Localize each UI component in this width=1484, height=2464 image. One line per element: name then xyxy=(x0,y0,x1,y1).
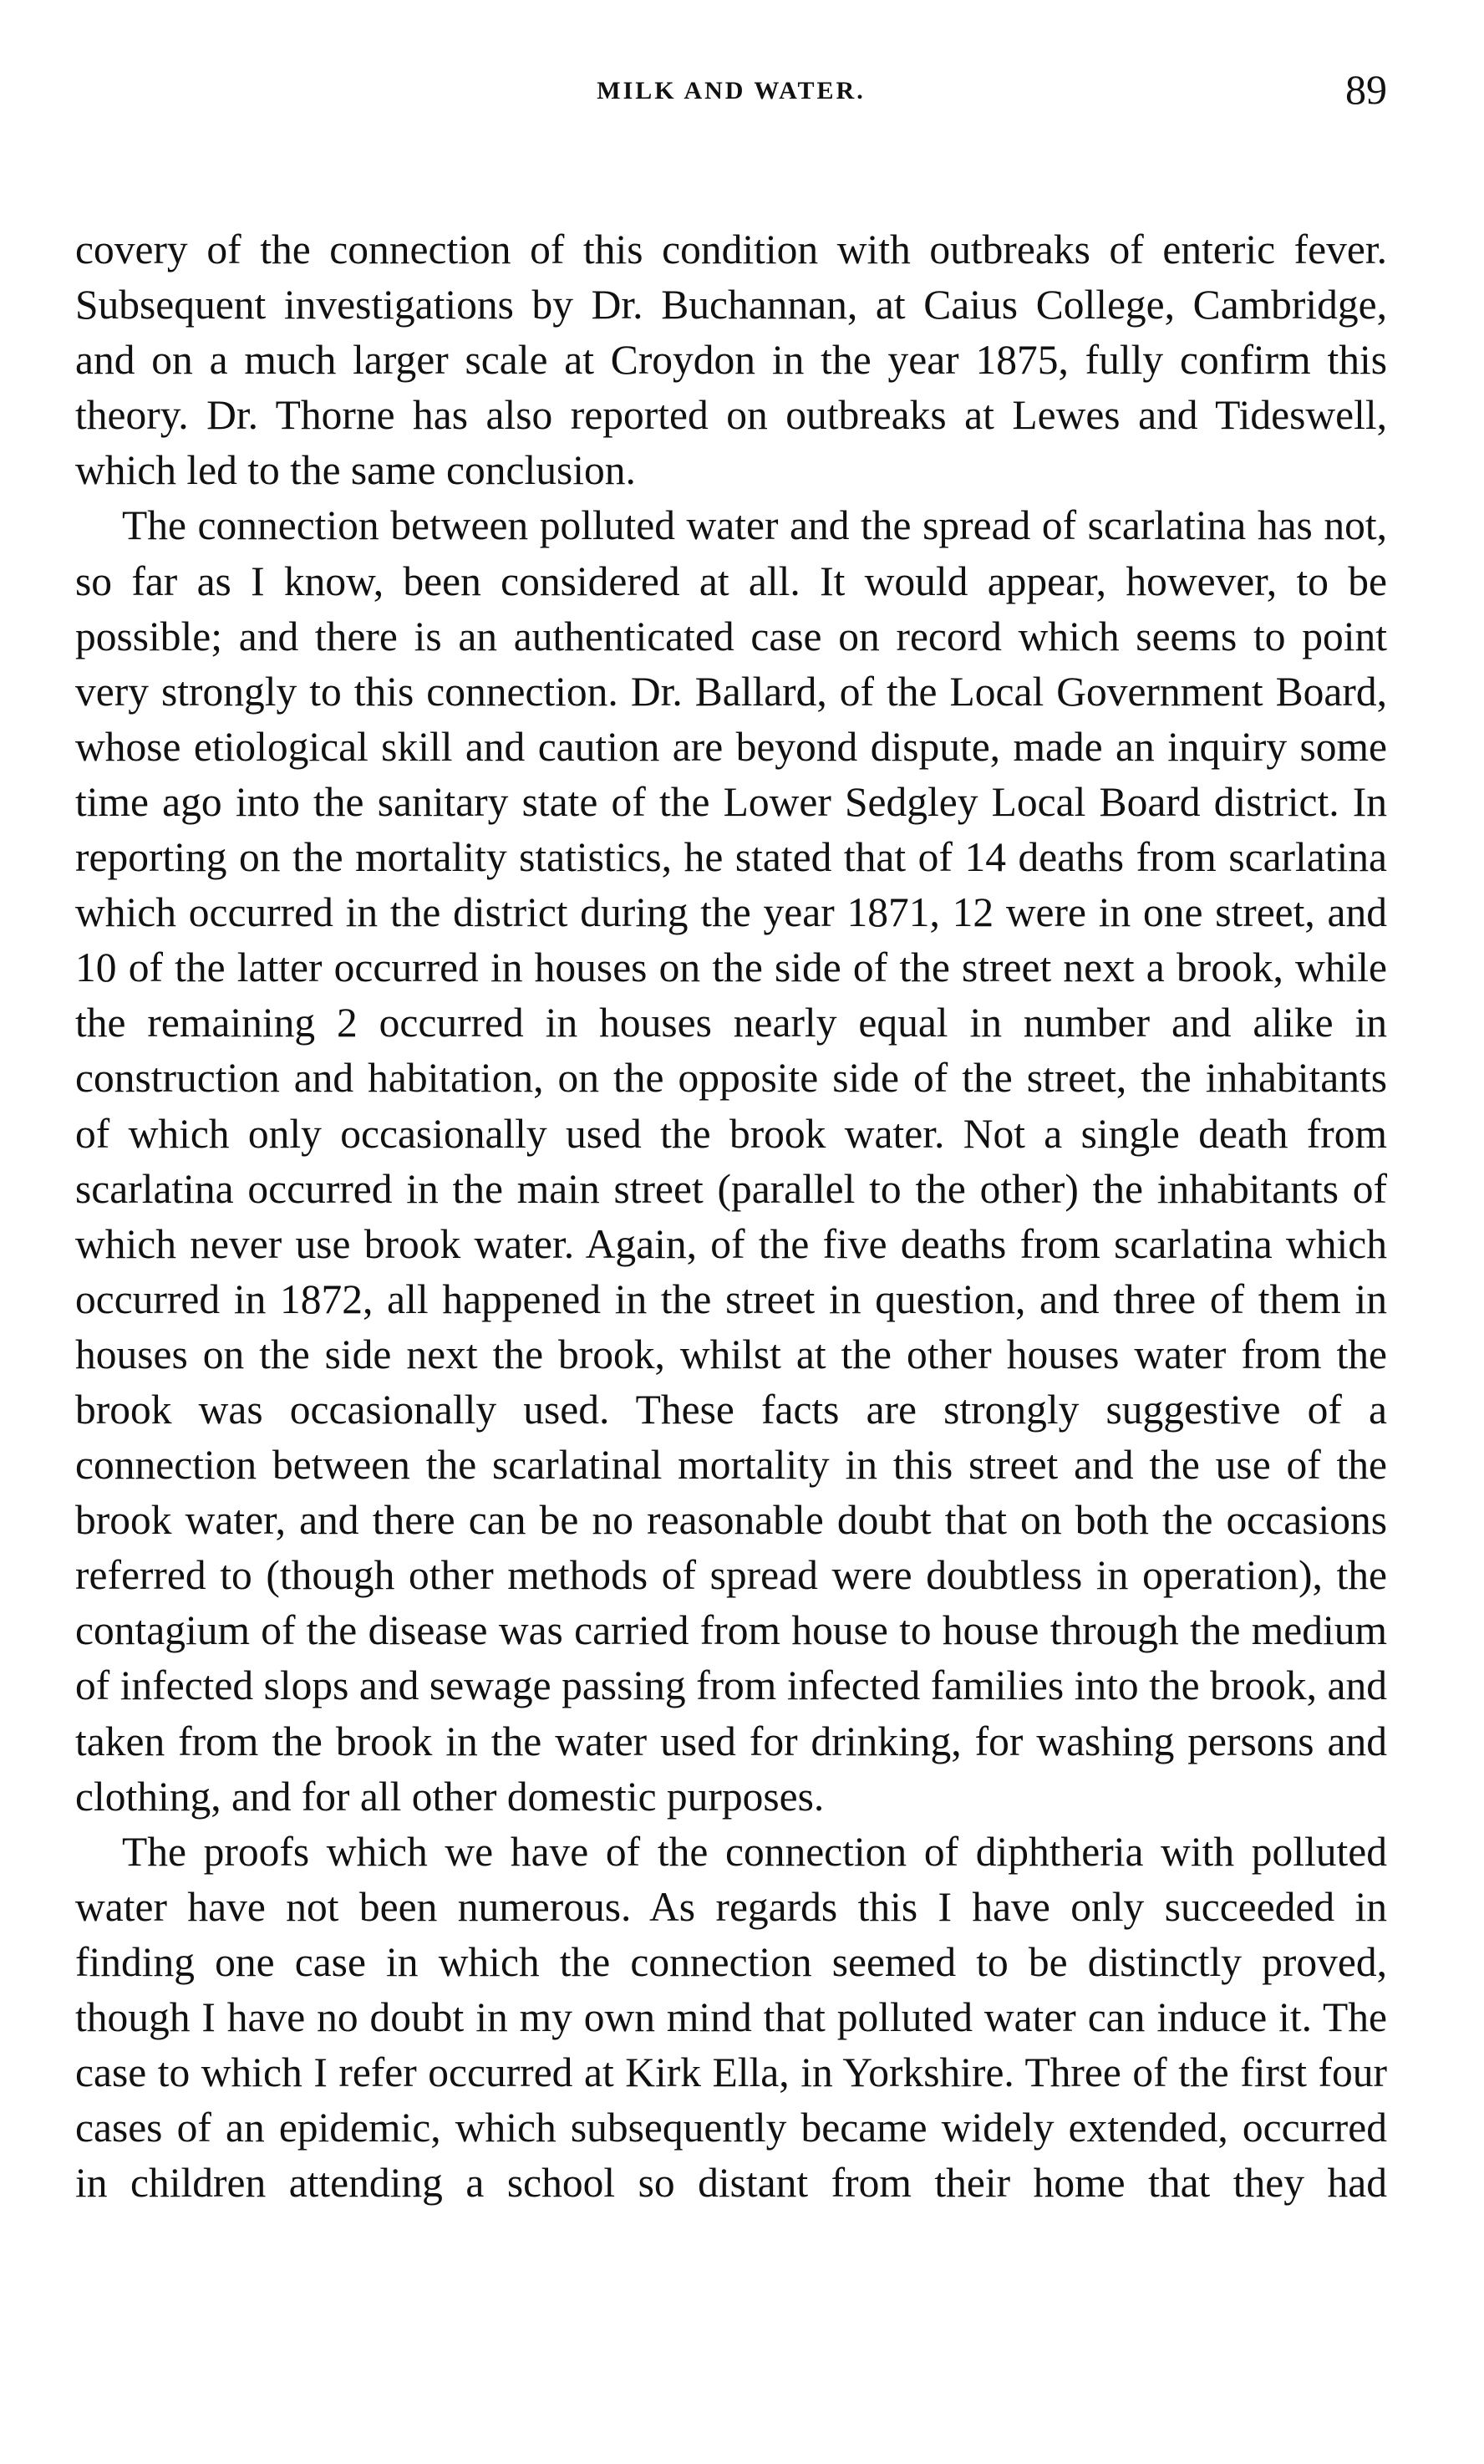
paragraph-diphtheria: The proofs which we have of the connection of diphtheria with polluted water have not been numerous. As regards this I have only succeeded in finding one case in which the connection seemed to be distinctly proved, though I have no doubt in my own mind that polluted water can induce it. The case to which I refer occurred at Kirk Ella, in Yorkshire. Three of the first four cases of an epidemic, which subsequently became widely extended, occurred in children attending a school so distant from their home that they had xyxy=(75,1828,1387,2207)
book-page xyxy=(75,65,1387,2211)
paragraph-scarlatina: The connection between polluted water and the spread of scarlatina has not, so far as I know, been considered at all. It would appear, however, to be possible; and there is an authenticated case on record which seems to point very strongly to this connection. Dr. Ballard, of the Local Government Board, whose etiological skill and caution are beyond dispute, made an inquiry some time ago into the sanitary state of the Lower Sedgley Local Board district. In reporting on the mortality statistics, he stated that of 14 deaths from scarlatina which occurred in the district during the year 1871, 12 were in one street, and 10 of the latter occurred in houses on the side of the street next a brook, while the remaining 2 occurred in houses nearly equal in number and alike in construction and habitation, on the opposite side of the street, the inhabitants of which only occasionally used the brook water. Not a single death from scarlatina occurred in the main street (parallel to the other) the inhabitants of which never use brook water. Again, of the five deaths from scarlatina which occurred in 1872, all happened in the street in question, and three of them in houses on the side next the brook, whilst at the other houses water from the brook was occasionally used. These facts are strongly suggestive of a connection between the scarlatinal mortality in this street and the use of the brook water, and there can be no reasonable doubt that on both the occasions referred to (though other methods of spread were doubtless in operation), the contagium of the disease was carried from house to house through the medium of infected slops and sewage passing from infected families into the brook, and taken from the brook in the water used for drinking, for washing persons and clothing, and for all other domestic purposes. xyxy=(75,502,1387,1820)
running-header xyxy=(75,65,1387,124)
body-text xyxy=(75,222,1387,2211)
page-number: 89 xyxy=(1345,66,1387,113)
running-title: MILK AND WATER. xyxy=(597,77,866,104)
paragraph-continued: covery of the connection of this condition with outbreaks of enteric fever. Subsequent investigations by Dr. Buchannan, at Caius College, Cambridge, and on a much larger scale at Croydon in the year 1875, fully confirm this theory. Dr. Thorne has also reported on outbreaks at Lewes and Tideswell, which led to the same conclusion. xyxy=(75,227,1387,494)
